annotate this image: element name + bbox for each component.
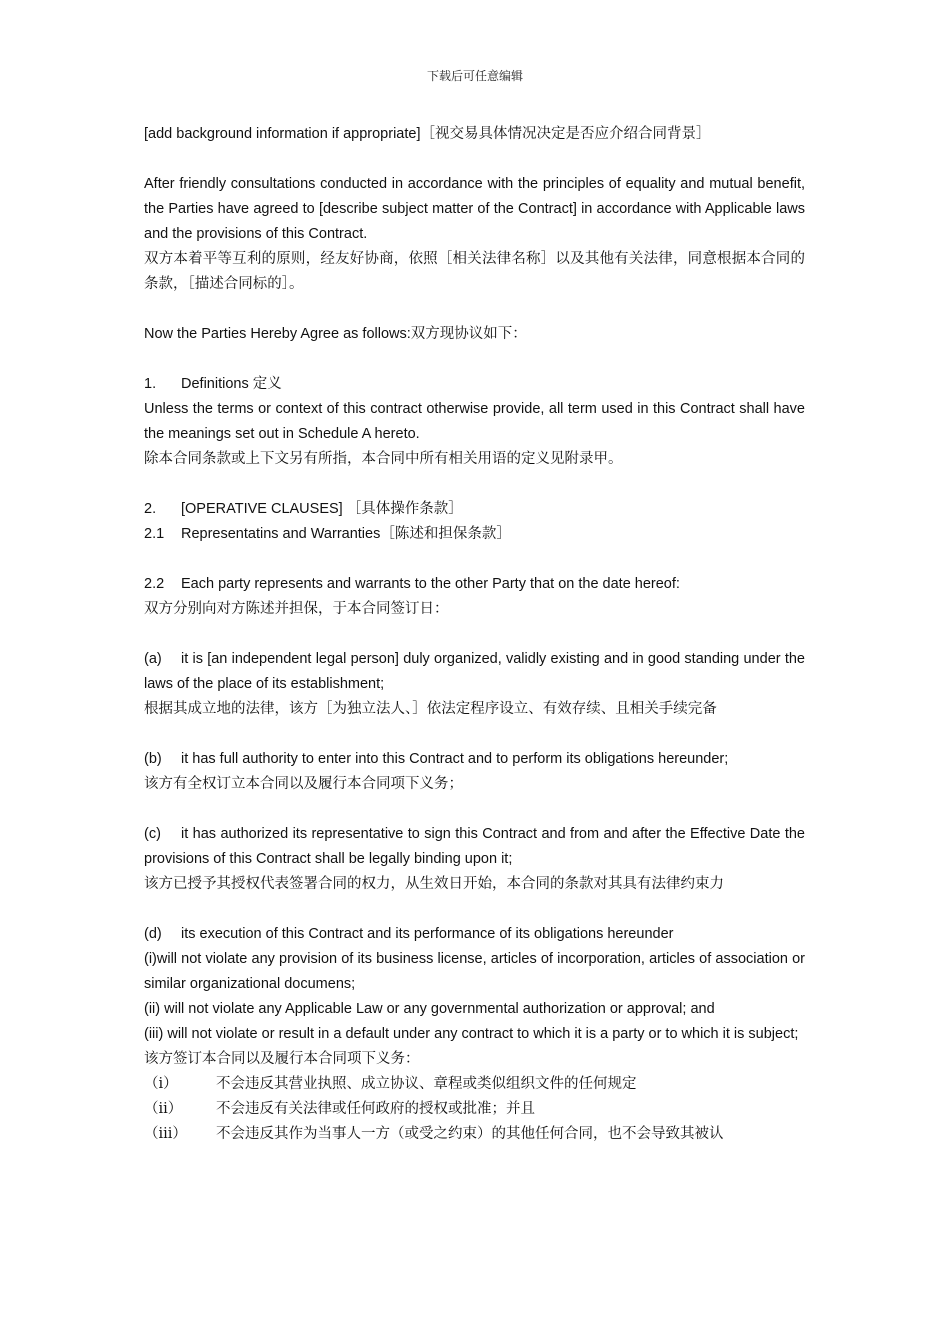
- clause-a-tag: (a): [144, 651, 162, 667]
- clause-b-text: it has full authority to enter into this Contract and to perform its obligations hereunder;: [181, 751, 729, 767]
- clause-d-zh: 该方签订本合同以及履行本合同项下义务：: [144, 1051, 420, 1067]
- clause-c-tag: (c): [144, 826, 161, 842]
- clause-b-en: [144, 747, 805, 772]
- clause-d-zh-label-i: （i）: [144, 1076, 178, 1092]
- clause-d-zh-item-iii: [144, 1122, 805, 1147]
- section-2-2-text: Each party represents and warrants to the other Party that on the date hereof:: [181, 576, 680, 592]
- section-2-2-number: 2.2: [144, 576, 165, 592]
- clause-d-zh-label-iii: （iii）: [144, 1126, 187, 1142]
- clause-c-text: it has authorized its representative to sign this Contract and from and after the Effective Date the provisions of this Contract shall be legally binding upon it;: [144, 826, 805, 867]
- clause-d-zh-text-i: 不会违反其营业执照、成立协议、章程或类似组织文件的任何规定: [216, 1076, 637, 1092]
- clause-d-i-en: (i)will not violate any provision of its business license, articles of incorporation, articles of association or similar organizational documens;: [144, 951, 805, 992]
- clause-d-zh-label-ii: （ii）: [144, 1101, 183, 1117]
- clause-d-zh-item-i: [144, 1072, 805, 1097]
- clause-d-zh-item-ii: [144, 1097, 805, 1122]
- intro-zh: 双方本着平等互利的原则，经友好协商，依照［相关法律名称］以及其他有关法律，同意根据本合同的条款，［描述合同标的］。: [144, 251, 805, 292]
- section-2-2-en: [144, 572, 805, 597]
- clause-d-text: its execution of this Contract and its performance of its obligations hereunder: [181, 926, 674, 942]
- clause-d-zh-text-ii: 不会违反有关法律或任何政府的授权或批准；并且: [216, 1101, 535, 1117]
- clause-a-text: it is [an independent legal person] duly organized, validly existing and in good standing under the laws of the place of its establishment;: [144, 651, 805, 692]
- clause-d-en: [144, 922, 805, 947]
- clause-d-ii-en: (ii) will not violate any Applicable Law or any governmental authorization or approval; and: [144, 1001, 715, 1017]
- clause-c-en: [144, 822, 805, 872]
- clause-a-zh: 根据其成立地的法律，该方［为独立法人、］依法定程序设立、有效存续、且相关手续完备: [144, 701, 717, 717]
- clause-d-iii-en: (iii) will not violate or result in a default under any contract to which it is a party or to which it is subject;: [144, 1026, 799, 1042]
- page-header: 下载后可任意编辑: [426, 69, 523, 83]
- section-2-title: [OPERATIVE CLAUSES] ［具体操作条款］: [181, 501, 463, 517]
- clause-a-en: [144, 647, 805, 697]
- section-2-1-number: 2.1: [144, 526, 165, 542]
- section-1-en: Unless the terms or context of this contract otherwise provide, all term used in this Contract shall have the meanings set out in Schedule A hereto.: [144, 401, 805, 442]
- clause-d-tag: (d): [144, 926, 162, 942]
- section-1-heading: [144, 372, 805, 397]
- section-2-1-heading: [144, 522, 805, 547]
- section-1-title: Definitions 定义: [181, 376, 282, 392]
- intro-en: After friendly consultations conducted in accordance with the principles of equality and mutual benefit, the Parties have agreed to [describe subject matter of the Contract] in accordance with Applicable laws and the provisions of this Contract.: [144, 176, 805, 242]
- section-2-1-title: Representatins and Warranties［陈述和担保条款］: [181, 526, 511, 542]
- section-1-zh: 除本合同条款或上下文另有所指，本合同中所有相关用语的定义见附录甲。: [144, 451, 623, 467]
- clause-d-zh-text-iii: 不会违反其作为当事人一方（或受之约束）的其他任何合同，也不会导致其被认: [216, 1126, 724, 1142]
- agree-line: Now the Parties Hereby Agree as follows:双方现协议如下：: [144, 326, 527, 342]
- section-2-2-zh: 双方分别向对方陈述并担保，于本合同签订日：: [144, 601, 449, 617]
- background-note: [add background information if appropriate]［视交易具体情况决定是否应介绍合同背景］: [144, 126, 711, 142]
- clause-b-zh: 该方有全权订立本合同以及履行本合同项下义务；: [144, 776, 463, 792]
- section-2-number: 2.: [144, 501, 157, 517]
- contract-body: [144, 122, 805, 1147]
- clause-b-tag: (b): [144, 751, 162, 767]
- clause-c-zh: 该方已授予其授权代表签署合同的权力，从生效日开始，本合同的条款对其具有法律约束力: [144, 876, 724, 892]
- section-2-heading: [144, 497, 805, 522]
- section-1-number: 1.: [144, 376, 157, 392]
